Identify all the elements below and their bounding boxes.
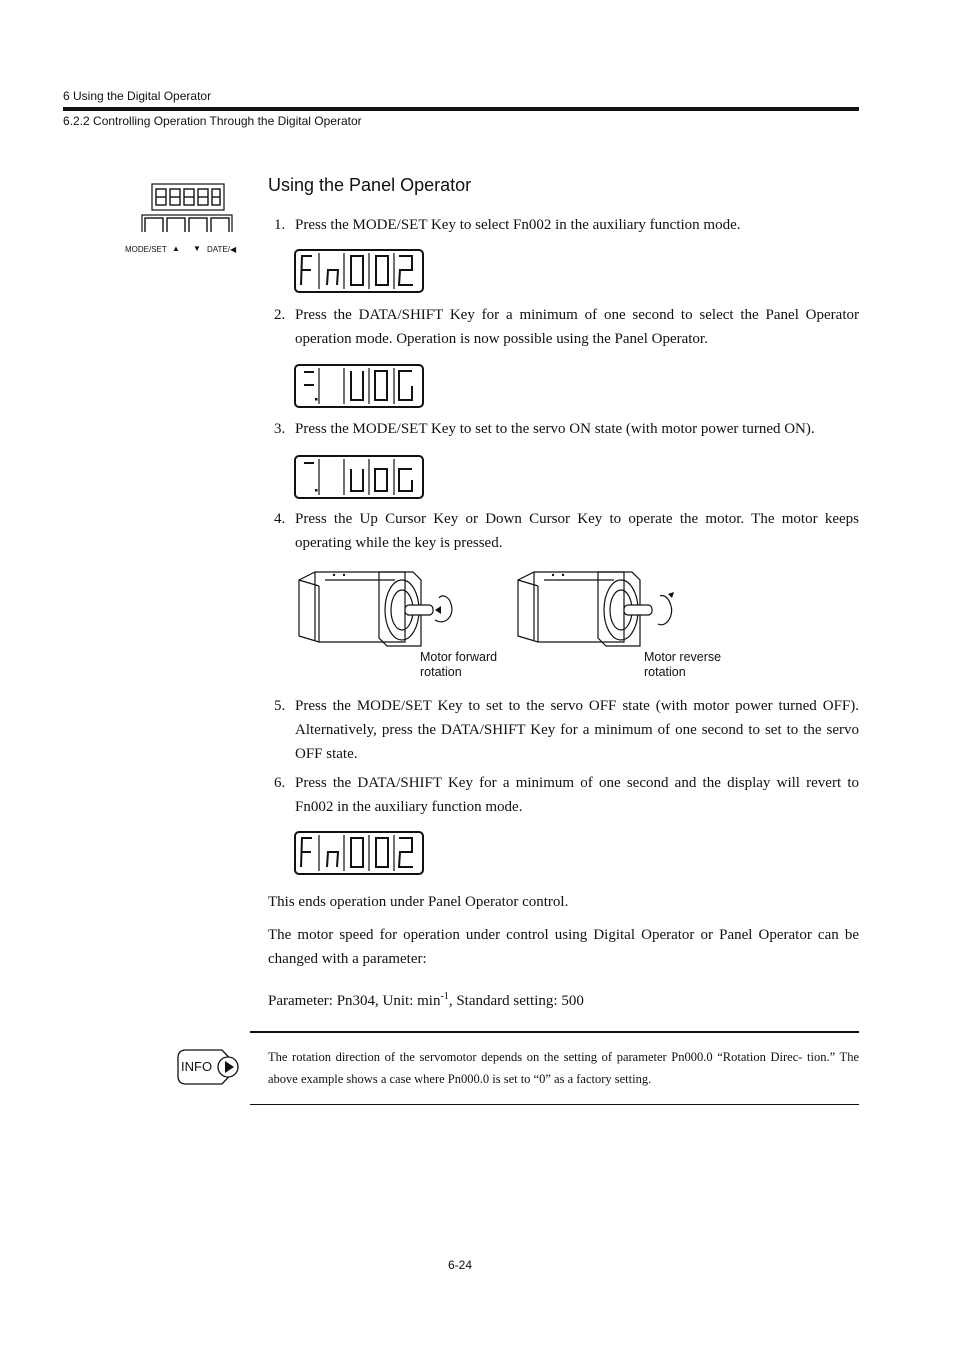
up-arrow-icon: ▲	[172, 244, 180, 253]
running-header-section: 6.2.2 Controlling Operation Through the Digital Operator	[63, 114, 362, 128]
mode-set-key-label: MODE/SET	[125, 245, 167, 254]
panel-operator-drawing	[124, 182, 240, 232]
step-number: 2.	[274, 307, 286, 323]
speed-paragraph: The motor speed for operation under control using Digital Operator or Panel Operator can be changed with a parameter:	[268, 927, 859, 967]
step-4	[274, 507, 859, 555]
caption-line: rotation	[420, 665, 462, 679]
info-rule-top	[250, 1031, 859, 1033]
step-number: 4.	[274, 511, 286, 527]
caption-line: Motor reverse	[644, 650, 722, 664]
step-text: Press the MODE/SET Key to set to the servo ON state (with motor power turned ON).	[295, 421, 815, 437]
info-text: The rotation direction of the servomotor depends on the setting of parameter Pn000.0 “Rotation Direc- tion.” The above example shows a case where Pn000.0 is set to “0” as a factory setting.	[268, 1050, 859, 1086]
info-rule-bottom	[250, 1104, 859, 1105]
step-number: 1.	[274, 217, 286, 233]
info-badge-label: INFO	[181, 1059, 213, 1074]
parameter-line	[268, 985, 859, 1013]
caption-line: Motor forward	[420, 650, 498, 664]
motor-forward-illustration	[295, 566, 465, 650]
step-3	[274, 417, 859, 441]
data-key-label: DATE/◀	[207, 245, 237, 254]
step-text: Press the DATA/SHIFT Key for a minimum of one second to select the Panel Operator operation mode. Operation is now possible using the Panel Operator.	[295, 307, 859, 347]
running-header-chapter: 6 Using the Digital Operator	[63, 89, 212, 103]
motor-reverse-caption	[644, 650, 721, 680]
step-6	[274, 771, 859, 819]
display-jog-servo-on	[294, 455, 424, 499]
step-text: Press the MODE/SET Key to set to the servo OFF state (with motor power turned OFF). Alternatively, press the DATA/SHIFT Key for a minimum of one second to set to the servo OFF state.	[295, 698, 859, 762]
display-jog-servo-off	[294, 364, 424, 408]
parameter-prefix: Parameter: Pn304, Unit: min	[268, 993, 441, 1009]
parameter-suffix: , Standard setting: 500	[448, 993, 584, 1009]
motor-forward-caption	[420, 650, 497, 680]
panel-operator-icon	[124, 182, 240, 258]
display-fn002-revert	[294, 831, 424, 875]
step-text: Press the MODE/SET Key to select Fn002 in the auxiliary function mode.	[295, 217, 741, 233]
step-2	[274, 303, 859, 351]
step-number: 5.	[274, 698, 286, 714]
ends-paragraph: This ends operation under Panel Operator control.	[268, 894, 569, 910]
page-number: 6-24	[448, 1258, 473, 1272]
parameter-unit-exponent: -1	[440, 991, 449, 1002]
section-title: Using the Panel Operator	[268, 175, 472, 195]
info-badge-icon	[176, 1048, 242, 1086]
step-text: Press the DATA/SHIFT Key for a minimum of one second and the display will revert to Fn002 in the auxiliary function mode.	[295, 775, 859, 815]
step-1	[274, 213, 859, 237]
motor-reverse-illustration	[514, 566, 684, 650]
step-5	[274, 694, 859, 766]
header-rule	[63, 107, 859, 111]
caption-line: rotation	[644, 665, 686, 679]
step-number: 6.	[274, 775, 286, 791]
down-arrow-icon: ▼	[193, 244, 201, 253]
display-fn002	[294, 249, 424, 293]
step-number: 3.	[274, 421, 286, 437]
step-text: Press the Up Cursor Key or Down Cursor Key to operate the motor. The motor keeps operating while the key is pressed.	[295, 511, 859, 551]
